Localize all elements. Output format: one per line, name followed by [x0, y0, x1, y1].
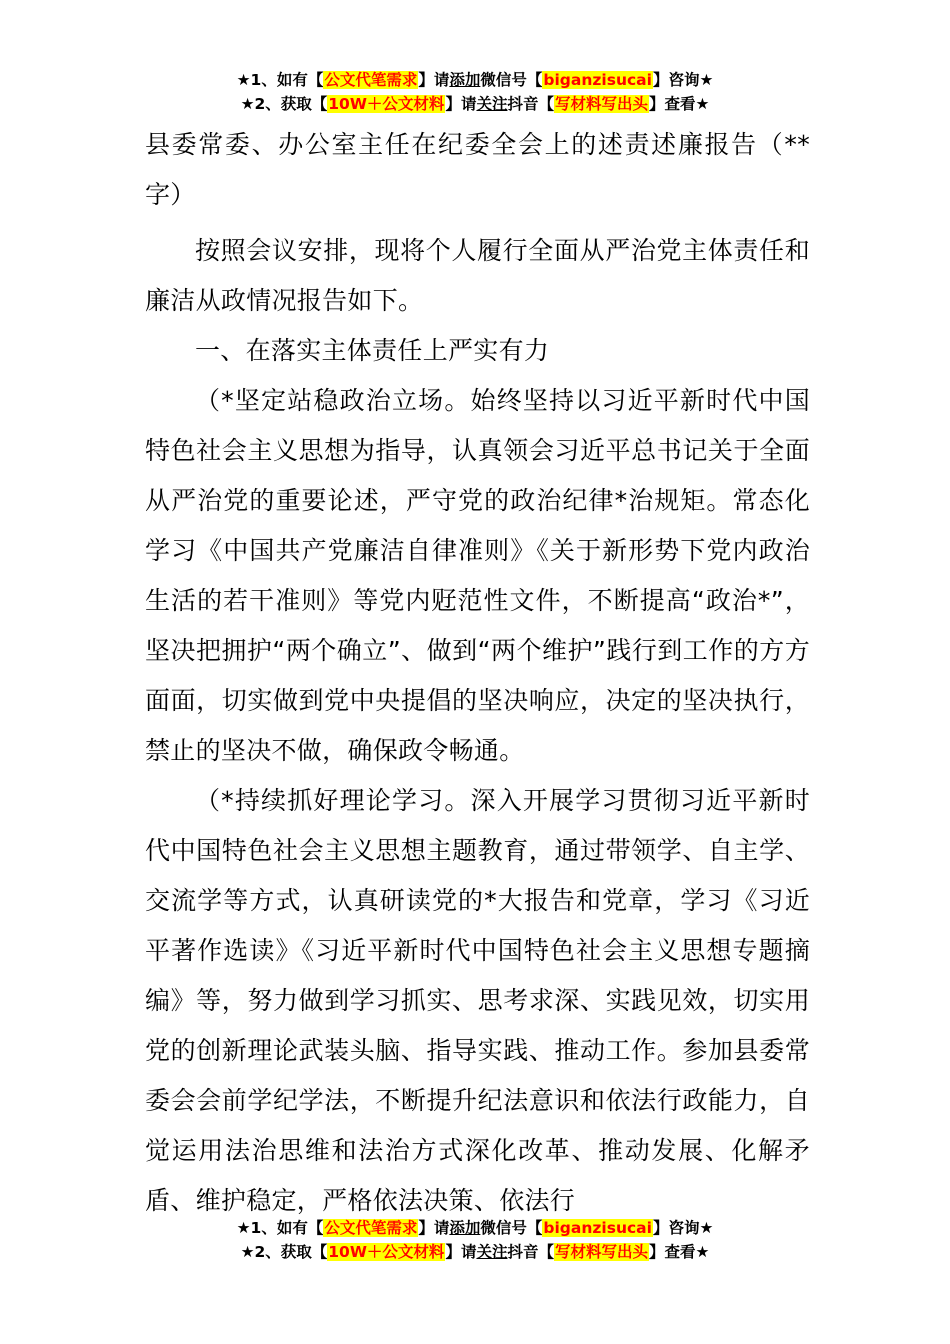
promo-banner-bottom: [0, 1216, 950, 1264]
document-body: [145, 120, 810, 1226]
douyin-account-highlight: 写材料写出头: [554, 1243, 648, 1261]
section-heading: 一、在落实主体责任上严实有力: [195, 336, 550, 365]
promo-underlined: 添加: [449, 71, 481, 89]
promo-text: 】请: [445, 95, 477, 113]
promo-underlined: 关注: [476, 1243, 508, 1261]
promo-text: ★2、获取【: [240, 95, 328, 113]
body-paragraph: （*坚定站稳政治立场。始终坚持以习近平新时代中国特色社会主义思想为指导，认真领会习近平总书记关于全面从严治党的重要论述，严守党的政治纪律*治规矩。常态化学习《中国共产党廉洁自律准则》《关于新形势下党内政治生活的若干准则》等党内觃范性文件，不断提高“政治*”，坚决把拥护“两个确立”、做到“两个维护”践行到工作的方方面面，切实做到党中央提倡的坚决响应，决定的坚决执行，禁止的坚决不做，确保政令畅通。: [145, 386, 810, 765]
promo-line-2: [0, 92, 950, 116]
promo-banner-top: [0, 68, 950, 116]
promo-text: 】咨询★: [652, 71, 714, 89]
promo-highlight: 公文代笔需求: [324, 71, 418, 89]
promo-text: 抖音【: [507, 95, 554, 113]
intro-paragraph: 按照会议安排，现将个人履行全面从严治党主体责任和廉洁从政情况报告如下。: [145, 236, 810, 315]
document-title: 县委常委、办公室主任在纪委全会上的述责述廉报告（**字）: [145, 130, 810, 209]
promo-text: 抖音【: [507, 1243, 554, 1261]
promo-line-1: [0, 1216, 950, 1240]
wechat-id-highlight: biganzisucai: [543, 71, 652, 89]
wechat-id-highlight: biganzisucai: [543, 1219, 652, 1237]
promo-text: 】请: [418, 71, 450, 89]
promo-text: 】咨询★: [652, 1219, 714, 1237]
douyin-account-highlight: 写材料写出头: [554, 95, 648, 113]
promo-line-2: [0, 1240, 950, 1264]
promo-text: 微信号【: [480, 71, 543, 89]
promo-highlight: 10W＋公文材料: [328, 95, 445, 113]
promo-text: 】查看★: [649, 95, 710, 113]
promo-highlight: 公文代笔需求: [324, 1219, 418, 1237]
promo-underlined: 关注: [476, 95, 508, 113]
promo-text: 】请: [418, 1219, 450, 1237]
promo-line-1: [0, 68, 950, 92]
promo-text: ★1、如有【: [236, 71, 324, 89]
body-paragraph: （*持续抓好理论学习。深入开展学习贯彻习近平新时代中国特色社会主义思想主题教育，通过带领学、自主学、交流学等方式，认真研读党的*大报告和党章，学习《习近平著作选读》《习近平新时代中国特色社会主义思想专题摘编》等，努力做到学习抓实、思考求深、实践见效，切实用党的创新理论武装头脑、指导实践、推动工作。参加县委常委会会前学纪学法，不断提升纪法意识和依法行政能力，自觉运用法治思维和法治方式深化改革、推动发展、化解矛盾、维护稳定，严格依法决策、依法行: [145, 786, 810, 1215]
promo-underlined: 添加: [449, 1219, 481, 1237]
promo-highlight: 10W＋公文材料: [328, 1243, 445, 1261]
promo-text: ★2、获取【: [240, 1243, 328, 1261]
promo-text: ★1、如有【: [236, 1219, 324, 1237]
promo-text: 】查看★: [649, 1243, 710, 1261]
promo-text: 】请: [445, 1243, 477, 1261]
promo-text: 微信号【: [480, 1219, 543, 1237]
